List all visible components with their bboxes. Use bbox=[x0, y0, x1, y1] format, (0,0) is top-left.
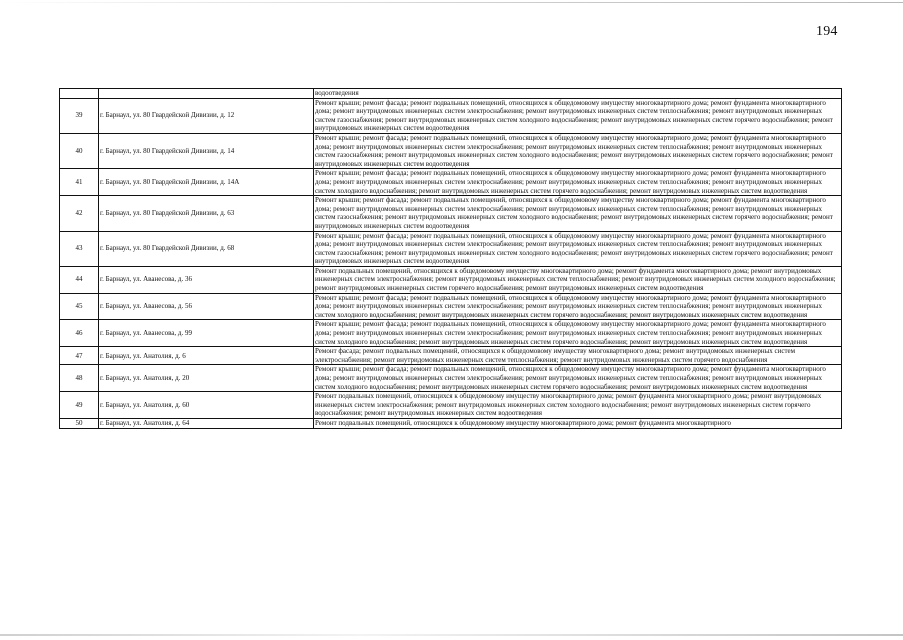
table-row bbox=[60, 266, 842, 293]
table-row-continuation bbox=[60, 89, 842, 99]
address-cell: г. Барнаул, ул. Аванесова, д. 56 bbox=[99, 293, 314, 320]
row-number-cell: 47 bbox=[60, 347, 99, 365]
address-cell: г. Барнаул, ул. 80 Гвардейской Дивизии, д. 68 bbox=[99, 231, 314, 266]
table-row bbox=[60, 293, 842, 320]
works-cell: водоотведения bbox=[314, 89, 842, 99]
address-cell: г. Барнаул, ул. Аванесова, д. 99 bbox=[99, 320, 314, 347]
table-row bbox=[60, 169, 842, 196]
works-cell: Ремонт крыши; ремонт фасада; ремонт подвальных помещений, относящихся к общедомовому имуществу многоквартирного дома; ремонт фундамента многоквартирного дома; ремонт внутридомовых инженерных систем электроснабжения; ремонт внутридомовых инженерных систем теплоснабжения; ремонт внутридомовых инженерных систем газоснабжения; ремонт внутридомовых инженерных систем холодного водоснабжения; ремонт внутридомовых инженерных систем горячего водоснабжения; ремонт внутридомовых инженерных систем водоотведения bbox=[314, 231, 842, 266]
works-cell: Ремонт подвальных помещений, относящихся к общедомовому имуществу многоквартирного дома; ремонт фундамента многоквартирного дома; ремонт внутридомовых инженерных систем электроснабжения; ремонт внутридомовых инженерных систем холодного водоснабжения; ремонт внутридомовых инженерных систем горячего водоснабжения; ремонт внутридомовых инженерных систем водоотведения bbox=[314, 392, 842, 419]
works-cell: Ремонт крыши; ремонт фасада; ремонт подвальных помещений, относящихся к общедомовому имуществу многоквартирного дома; ремонт фундамента многоквартирного дома; ремонт внутридомовых инженерных систем электроснабжения; ремонт внутридомовых инженерных систем теплоснабжения; ремонт внутридомовых инженерных систем холодного водоснабжения; ремонт внутридомовых инженерных систем горячего водоснабжения; ремонт внутридомовых инженерных систем водоотведения bbox=[314, 293, 842, 320]
works-cell: Ремонт крыши; ремонт фасада; ремонт подвальных помещений, относящихся к общедомовому имуществу многоквартирного дома; ремонт фундамента многоквартирного дома; ремонт внутридомовых инженерных систем электроснабжения; ремонт внутридомовых инженерных систем теплоснабжения; ремонт внутридомовых инженерных систем газоснабжения; ремонт внутридомовых инженерных систем холодного водоснабжения; ремонт внутридомовых инженерных систем горячего водоснабжения; ремонт внутридомовых инженерных систем водоотведения bbox=[314, 98, 842, 133]
works-cell: Ремонт подвальных помещений, относящихся к общедомовому имуществу многоквартирного дома; ремонт фундамента многоквартирного дома; ремонт внутридомовых инженерных систем электроснабжения; ремонт внутридомовых инженерных систем теплоснабжения; ремонт внутридомовых инженерных систем холодного водоснабжения; ремонт внутридомовых инженерных систем горячего водоснабжения; ремонт внутридомовых инженерных систем водоотведения bbox=[314, 266, 842, 293]
row-number-cell: 49 bbox=[60, 392, 99, 419]
table-row bbox=[60, 133, 842, 168]
row-number-cell: 41 bbox=[60, 169, 99, 196]
works-cell: Ремонт фасада; ремонт подвальных помещений, относящихся к общедомовому имуществу многоквартирного дома; ремонт внутридомовых инженерных систем электроснабжения; ремонт внутридомовых инженерных систем теплоснабжения; ремонт внутридомовых инженерных систем горячего водоснабжения bbox=[314, 347, 842, 365]
address-cell: г. Барнаул, ул. Аванесова, д. 36 bbox=[99, 266, 314, 293]
page-number: 194 bbox=[816, 24, 838, 39]
row-number-cell: 48 bbox=[60, 365, 99, 392]
repair-works-table bbox=[59, 88, 842, 429]
scan-edge-bottom bbox=[0, 634, 903, 636]
works-cell: Ремонт крыши; ремонт фасада; ремонт подвальных помещений, относящихся к общедомовому имуществу многоквартирного дома; ремонт фундамента многоквартирного дома; ремонт внутридомовых инженерных систем электроснабжения; ремонт внутридомовых инженерных систем теплоснабжения; ремонт внутридомовых инженерных систем холодного водоснабжения; ремонт внутридомовых инженерных систем горячего водоснабжения; ремонт внутридомовых инженерных систем водоотведения bbox=[314, 320, 842, 347]
table-row bbox=[60, 98, 842, 133]
scan-edge-top bbox=[0, 2, 903, 3]
address-cell: г. Барнаул, ул. Анатолия, д. 60 bbox=[99, 392, 314, 419]
row-number-cell: 40 bbox=[60, 133, 99, 168]
address-cell: г. Барнаул, ул. Анатолия, д. 20 bbox=[99, 365, 314, 392]
row-number-cell: 42 bbox=[60, 196, 99, 231]
row-number-cell: 50 bbox=[60, 418, 99, 428]
address-cell: г. Барнаул, ул. 80 Гвардейской Дивизии, д. 63 bbox=[99, 196, 314, 231]
address-cell: г. Барнаул, ул. 80 Гвардейской Дивизии, д. 12 bbox=[99, 98, 314, 133]
row-number-cell: 46 bbox=[60, 320, 99, 347]
row-number-cell: 43 bbox=[60, 231, 99, 266]
works-cell: Ремонт крыши; ремонт фасада; ремонт подвальных помещений, относящихся к общедомовому имуществу многоквартирного дома; ремонт фундамента многоквартирного дома; ремонт внутридомовых инженерных систем электроснабжения; ремонт внутридомовых инженерных систем теплоснабжения; ремонт внутридомовых инженерных систем газоснабжения; ремонт внутридомовых инженерных систем холодного водоснабжения; ремонт внутридомовых инженерных систем горячего водоснабжения; ремонт внутридомовых инженерных систем водоотведения bbox=[314, 133, 842, 168]
address-cell: г. Барнаул, ул. Анатолия, д. 64 bbox=[99, 418, 314, 428]
row-number-cell: 44 bbox=[60, 266, 99, 293]
address-cell: г. Барнаул, ул. Анатолия, д. 6 bbox=[99, 347, 314, 365]
row-number-cell bbox=[60, 89, 99, 99]
table-row bbox=[60, 418, 842, 428]
table-row bbox=[60, 320, 842, 347]
works-cell: Ремонт крыши; ремонт фасада; ремонт подвальных помещений, относящихся к общедомовому имуществу многоквартирного дома; ремонт фундамента многоквартирного дома; ремонт внутридомовых инженерных систем электроснабжения; ремонт внутридомовых инженерных систем теплоснабжения; ремонт внутридомовых инженерных систем газоснабжения; ремонт внутридомовых инженерных систем холодного водоснабжения; ремонт внутридомовых инженерных систем горячего водоснабжения; ремонт внутридомовых инженерных систем водоотведения bbox=[314, 196, 842, 231]
works-cell: Ремонт крыши; ремонт фасада; ремонт подвальных помещений, относящихся к общедомовому имуществу многоквартирного дома; ремонт фундамента многоквартирного дома; ремонт внутридомовых инженерных систем электроснабжения; ремонт внутридомовых инженерных систем теплоснабжения; ремонт внутридомовых инженерных систем холодного водоснабжения; ремонт внутридомовых инженерных систем горячего водоснабжения; ремонт внутридомовых инженерных систем водоотведения bbox=[314, 169, 842, 196]
table-row bbox=[60, 392, 842, 419]
table-body bbox=[60, 89, 842, 429]
table-row bbox=[60, 231, 842, 266]
works-cell: Ремонт крыши; ремонт фасада; ремонт подвальных помещений, относящихся к общедомовому имуществу многоквартирного дома; ремонт фундамента многоквартирного дома; ремонт внутридомовых инженерных систем электроснабжения; ремонт внутридомовых инженерных систем теплоснабжения; ремонт внутридомовых инженерных систем холодного водоснабжения; ремонт внутридомовых инженерных систем горячего водоснабжения; ремонт внутридомовых инженерных систем водоотведения bbox=[314, 365, 842, 392]
table-row bbox=[60, 365, 842, 392]
address-cell: г. Барнаул, ул. 80 Гвардейской Дивизии, д. 14А bbox=[99, 169, 314, 196]
row-number-cell: 39 bbox=[60, 98, 99, 133]
table-row bbox=[60, 196, 842, 231]
address-cell bbox=[99, 89, 314, 99]
address-cell: г. Барнаул, ул. 80 Гвардейской Дивизии, д. 14 bbox=[99, 133, 314, 168]
works-cell: Ремонт подвальных помещений, относящихся к общедомовому имуществу многоквартирного дома; ремонт фундамента многоквартирного bbox=[314, 418, 842, 428]
row-number-cell: 45 bbox=[60, 293, 99, 320]
table-row bbox=[60, 347, 842, 365]
